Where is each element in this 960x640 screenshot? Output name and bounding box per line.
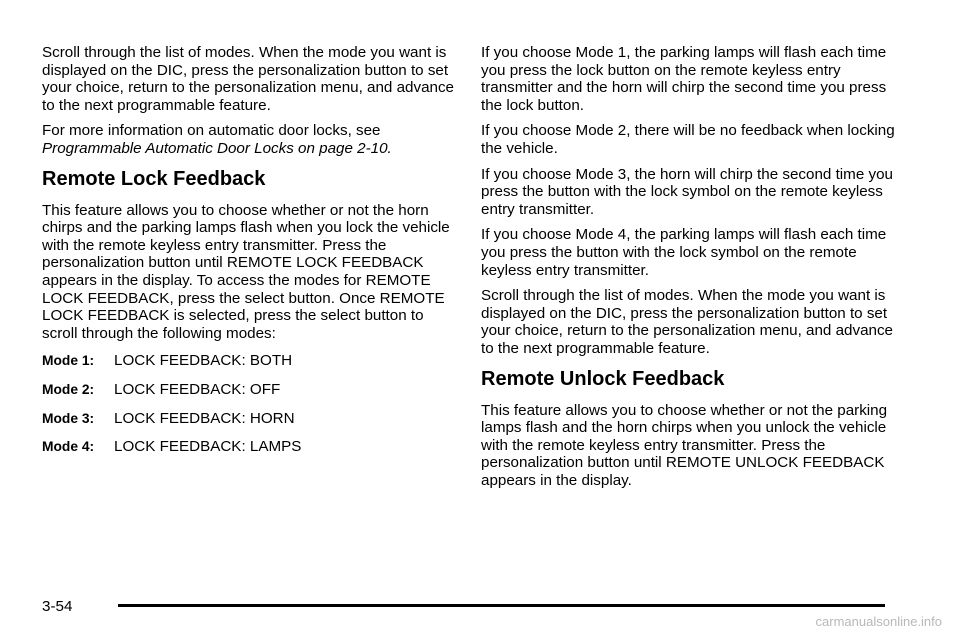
- mode-item: [42, 438, 454, 456]
- paragraph-mode-1: If you choose Mode 1, the parking lamps will flash each time you press the lock button on the remote keyless entry transmitter and the horn will chirp the second time you press the lock button.: [481, 44, 887, 114]
- right-column: [481, 44, 901, 497]
- paragraph-unlock-feedback-description: This feature allows you to choose whether or not the parking lamps flash and the horn chirps when you unlock the vehicle with the remote keyless entry transmitter. Press the personalization button until REMOTE UNLOCK FEEDBACK appears in the display.: [481, 401, 888, 489]
- paragraph-mode-3: If you choose Mode 3, the horn will chirp the second time you press the button with the lock symbol on the remote keyless entry transmitter.: [481, 165, 893, 218]
- mode-item: [42, 381, 454, 399]
- mode-item: [42, 352, 454, 370]
- paragraph-scroll-modes-right: Scroll through the list of modes. When the mode you want is displayed on the DIC, press the personalization button to set your choice, return to the personalization menu, and advance to the next programmable feature.: [481, 287, 894, 357]
- mode-list: [42, 352, 454, 455]
- mode-item: [42, 410, 454, 428]
- heading-remote-unlock-feedback: Remote Unlock Feedback: [481, 367, 725, 390]
- watermark: carmanualsonline.info: [815, 614, 942, 629]
- mode-label: Mode 1:: [42, 353, 95, 369]
- mode-value: LOCK FEEDBACK: LAMPS: [114, 438, 302, 456]
- paragraph-scroll-modes: Scroll through the list of modes. When the mode you want is displayed on the DIC, press the personalization button to set your choice, return to the personalization menu, and advance to the next programmable feature.: [42, 44, 455, 114]
- paragraph-more-info: [42, 122, 454, 157]
- heading-remote-lock-feedback: Remote Lock Feedback: [42, 167, 266, 190]
- left-column: [42, 44, 454, 467]
- footer-rule: [118, 604, 885, 607]
- mode-value: LOCK FEEDBACK: BOTH: [114, 352, 293, 370]
- paragraph-mode-4: If you choose Mode 4, the parking lamps will flash each time you press the button with the lock symbol on the remote keyless entry transmitter.: [481, 226, 887, 279]
- more-info-text: For more information on automatic door locks, see: [42, 122, 381, 140]
- mode-label: Mode 2:: [42, 381, 95, 397]
- mode-value: LOCK FEEDBACK: HORN: [114, 409, 295, 427]
- mode-label: Mode 4:: [42, 439, 95, 455]
- cross-reference-link: Programmable Automatic Door Locks on page 2-10.: [42, 139, 392, 157]
- paragraph-lock-feedback-description: This feature allows you to choose whether or not the horn chirps and the parking lamps flash when you lock the vehicle with the remote keyless entry transmitter. Press the personalization button until REMOTE LOCK FEEDBACK appears in the display. To access the modes for REMOTE LOCK FEEDBACK, press the select button. Once REMOTE LOCK FEEDBACK is selected, press the select button to scroll through the following modes:: [42, 201, 450, 342]
- mode-label: Mode 3:: [42, 410, 95, 426]
- page-number: 3-54: [42, 598, 73, 615]
- paragraph-mode-2: If you choose Mode 2, there will be no feedback when locking the vehicle.: [481, 122, 895, 157]
- mode-value: LOCK FEEDBACK: OFF: [114, 380, 281, 398]
